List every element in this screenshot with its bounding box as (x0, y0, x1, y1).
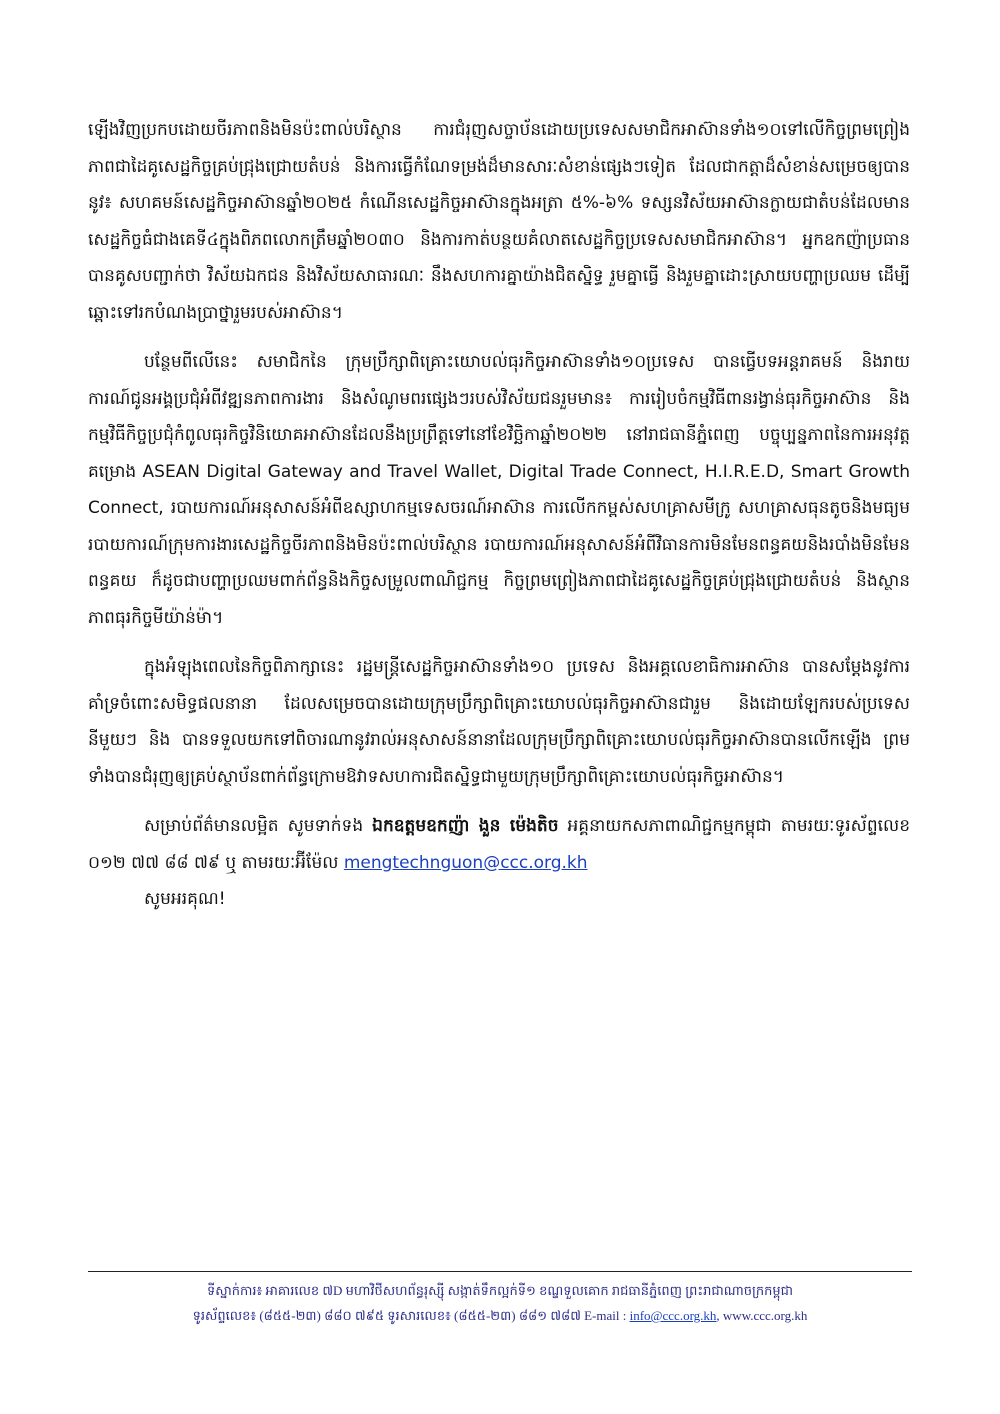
footer-divider (88, 1271, 912, 1272)
paragraph-2: បន្ថែមពីលើនេះ សមាជិកនៃ ក្រុមប្រឹក្សាពិគ្រោះយោបល់ធុរកិច្ចអាស៊ានទាំង១០ប្រទេស បានធ្វើបទអន្តរាគមន៍ និងរាយការណ៍ជូនអង្គប្រជុំអំពីវឌ្ឍនភាពការងារ និងសំណូមពរផ្សេងៗរបស់វិស័យជនរួមមាន៖ ការរៀបចំកម្មវិធីពានរង្វាន់ធុរកិច្ចអាស៊ាន និង កម្មវិធីកិច្ចប្រជុំកំពូលធុរកិច្ចវិនិយោគអាស៊ានដែលនឹងប្រព្រឹត្តទៅនៅខែវិច្ឆិកាឆ្នាំ២០២២ នៅរាជធានីភ្នំពេញ បច្ចុប្បន្នភាពនៃការអនុវត្តគម្រោង ASEAN Digital Gateway and Travel Wallet, Digital Trade Connect, H.I.R.E.D, Smart Growth Connect, របាយការណ៍អនុសាសន៍អំពីឧស្សាហកម្មទេសចរណ៍អាស៊ាន ការលើកកម្ពស់សហគ្រាសមីក្រូ សហគ្រាសធុនតូចនិងមធ្យម របាយការណ៍ក្រុមការងារសេដ្ឋកិច្ចចីរភាពនិងមិនប៉ះពាល់បរិស្ថាន របាយការណ៍អនុសាសន៍អំពីវិធានការមិនមែនពន្ធគយនិងរបាំងមិនមែនពន្ធគយ ក៏ដូចជាបញ្ហាប្រឈមពាក់ព័ន្ធនិងកិច្ចសម្រួលពាណិជ្ជកម្ម កិច្ចព្រមព្រៀងភាពជាដៃគូសេដ្ឋកិច្ចគ្រប់ជ្រុងជ្រោយតំបន់ និងស្ថានភាពធុរកិច្ចមីយ៉ាន់ម៉ា។ (88, 352, 910, 628)
footer-address: ទីស្នាក់ការ៖ អាគារលេខ ៧D មហាវិថីសហព័ន្ធរុស្ស៊ី សង្កាត់ទឹកល្អក់ទី១ ខណ្ឌទួលគោក រាជធានីភ្នំពេញ ព្រះរាជាណាចក្រកម្ពុជា (206, 1283, 794, 1298)
contact-paragraph (88, 808, 910, 881)
footer-separator: , (716, 1308, 720, 1323)
document-body (88, 112, 910, 918)
contact-email-link[interactable]: mengtechnguon@ccc.org.kh (343, 852, 588, 873)
contact-name: ឯកឧត្តមឧកញ៉ា ងួន ម៉េងតិច (372, 816, 559, 836)
footer-website: www.ccc.org.kh (722, 1308, 808, 1323)
paragraph-3: ក្នុងអំឡុងពេលនៃកិច្ចពិភាក្សានេះ រដ្ឋមន្ត្រីសេដ្ឋកិច្ចអាស៊ានទាំង១០ ប្រទេស និងអគ្គលេខាធិការអាស៊ាន បានសម្តែងនូវការគាំទ្រចំពោះសមិទ្ធផលនានា ដែលសម្រេចបានដោយក្រុមប្រឹក្សាពិគ្រោះយោបល់ធុរកិច្ចអាស៊ានជារួម និងដោយឡែករបស់ប្រទេសនីមួយៗ និង បានទទួលយកទៅពិចារណានូវរាល់អនុសាសន៍នានាដែលក្រុមប្រឹក្សាពិគ្រោះយោបល់ធុរកិច្ចអាស៊ានបានលើកឡើង ព្រមទាំងបានជំរុញឲ្យគ្រប់ស្ថាប័នពាក់ព័ន្ធក្រោមឱវាទសហការជិតស្និទ្ធជាមួយក្រុមប្រឹក្សាពិគ្រោះយោបល់ធុរកិច្ចអាស៊ាន។ (88, 657, 910, 787)
footer-email-link[interactable]: info@ccc.org.kh (629, 1308, 717, 1323)
contact-intro: សម្រាប់ព័ត៌មានលម្អិត សូមទាក់ទង (144, 816, 364, 836)
contact-role: អគ្គនាយកសភាពាណិជ្ជកម្មកម្ពុជា តាមរយៈទូរស័ព្ទលេខ ០១២ ៧៧ ៨៨ ៧៩ ឬ តាមរយៈអ៊ីម៉ែល (88, 816, 911, 873)
footer-contact-line (88, 1303, 912, 1328)
footer (88, 1278, 912, 1328)
closing-thanks: សូមអរគុណ! (144, 889, 226, 909)
footer-phone: ទូរស័ព្ទលេខ៖ (៨៥៥-២៣) ៨៨០ ៧៩៥ ទូរសារលេខ៖ (៨៥៥-២៣) ៨៨១ ៧៨៧ E-mail : (192, 1308, 627, 1323)
paragraph-1: ឡើងវិញប្រកបដោយចីរភាពនិងមិនប៉ះពាល់បរិស្ថាន ការជំរុញសច្ចាប័នដោយប្រទេសសមាជិកអាស៊ានទាំង១០ទៅលើកិច្ចព្រមព្រៀងភាពជាដៃគូសេដ្ឋកិច្ចគ្រប់ជ្រុងជ្រោយតំបន់ និងការធ្វើកំណែទម្រង់ដ៏មានសារៈសំខាន់ផ្សេងៗទៀត ដែលជាកត្តាដ៏សំខាន់សម្រេចឲ្យបាននូវ៖ សហគមន៍សេដ្ឋកិច្ចអាស៊ានឆ្នាំ២០២៥ កំណើនសេដ្ឋកិច្ចអាស៊ានក្នុងអត្រា ៥%-៦% ទស្សនវិស័យអាស៊ានក្លាយជាតំបន់ដែលមានសេដ្ឋកិច្ចធំជាងគេទី៤ក្នុងពិភពលោកត្រឹមឆ្នាំ២០៣០ និងការកាត់បន្ថយគំលាតសេដ្ឋកិច្ចប្រទេសសមាជិកអាស៊ាន។ អ្នកឧកញ៉ាប្រធាន បានគូសបញ្ជាក់ថា វិស័យឯកជន និងវិស័យសាធារណៈ នឹងសហការគ្នាយ៉ាងជិតស្និទ្ធ រួមគ្នាធ្វើ និងរួមគ្នាដោះស្រាយបញ្ហាប្រឈម ដើម្បីឆ្ពោះទៅរកបំណងប្រាថ្នារួមរបស់អាស៊ាន។ (88, 120, 910, 323)
